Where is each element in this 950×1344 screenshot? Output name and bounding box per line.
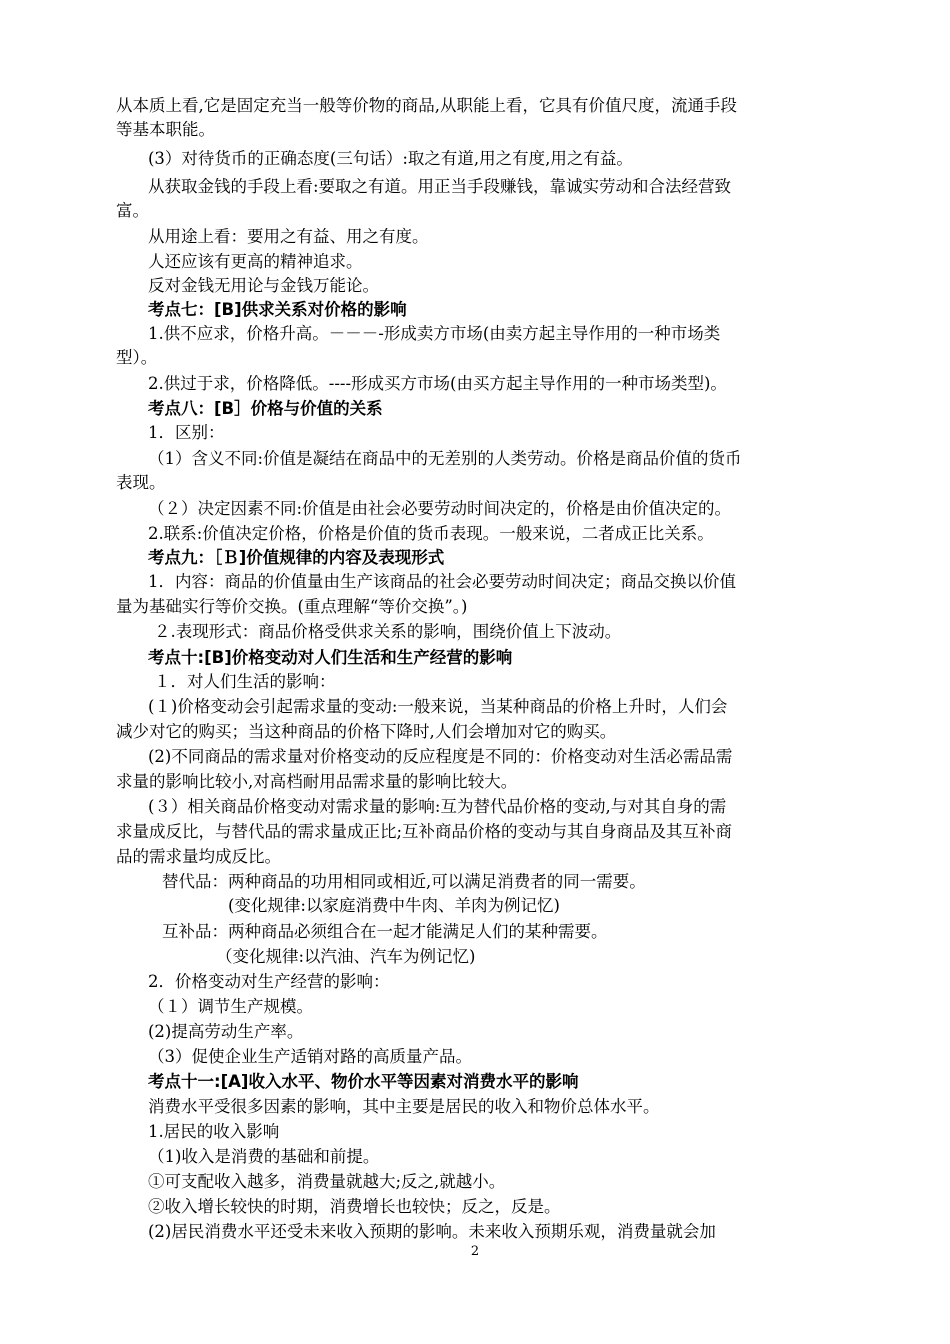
section-heading: 考点十:[B]价格变动对人们生活和生产经营的影响: [148, 648, 513, 667]
text-line: 消费水平受很多因素的影响，其中主要是居民的收入和物价总体水平。: [148, 1097, 660, 1116]
text-line: 1．内容：商品的价值量由生产该商品的社会必要劳动时间决定；商品交换以价值: [148, 572, 736, 591]
text-line: （3）促使企业生产适销对路的高质量产品。: [148, 1047, 472, 1066]
text-line: 从本质上看,它是固定充当一般等价物的商品,从职能上看，它具有价值尺度，流通手段: [116, 96, 737, 115]
text-line: (2)居民消费水平还受未来收入预期的影响。未来收入预期乐观，消费量就会加: [148, 1222, 716, 1241]
text-line: 1.居民的收入影响: [148, 1122, 280, 1141]
text-line: (2)不同商品的需求量对价格变动的反应程度是不同的：价格变动对生活必需品需: [148, 747, 733, 766]
text-line: 量为基础实行等价交换。(重点理解“等价交换”。): [116, 597, 468, 616]
section-heading: 考点八：[B］价格与价值的关系: [148, 399, 383, 418]
text-line: （变化规律:以汽油、汽车为例记忆): [216, 947, 476, 966]
text-line: 人还应该有更高的精神追求。: [148, 252, 363, 271]
text-line: 富。: [116, 201, 149, 220]
text-line: 反对金钱无用论与金钱万能论。: [148, 276, 379, 295]
text-line: 求量成反比，与替代品的需求量成正比;互补商品价格的变动与其自身商品及其互补商: [116, 822, 733, 841]
text-line: 2.联系:价值决定价格，价格是价值的货币表现。一般来说，二者成正比关系。: [148, 524, 714, 543]
text-line: 从获取金钱的手段上看:要取之有道。用正当手段赚钱，靠诚实劳动和合法经营致: [148, 177, 732, 196]
text-line: １．对人们生活的影响：: [154, 672, 336, 691]
text-line: 替代品：两种商品的功用相同或相近,可以满足消费者的同一需要。: [162, 872, 646, 891]
section-heading: 考点九：［Ｂ]价值规律的内容及表现形式: [148, 548, 445, 567]
text-line: 求量的影响比较小,对高档耐用品需求量的影响比较大。: [116, 772, 518, 791]
page-number: 2: [470, 1244, 480, 1259]
text-line: 等基本职能。: [116, 120, 215, 139]
text-line: (３）相关商品价格变动对需求量的影响:互为替代品价格的变动,与对其自身的需: [148, 797, 727, 816]
text-line: (变化规律:以家庭消费中牛肉、羊肉为例记忆): [228, 896, 560, 915]
text-line: 1．区别：: [148, 423, 225, 442]
text-line: 2．价格变动对生产经营的影响：: [148, 972, 390, 991]
text-line: ①可支配收入越多，消费量就越大;反之,就越小。: [148, 1172, 506, 1191]
text-line: 2.供过于求，价格降低。----形成买方市场(由买方起主导作用的一种市场类型)。: [148, 374, 727, 393]
text-line: (2)提高劳动生产率。: [148, 1022, 304, 1041]
text-line: (１)价格变动会引起需求量的变动:一般来说，当某种商品的价格上升时，人们会: [148, 697, 728, 716]
text-line: 从用途上看：要用之有益、用之有度。: [148, 227, 429, 246]
text-line: 1.供不应求，价格升高。－－－-形成卖方市场(由卖方起主导作用的一种市场类: [148, 324, 721, 343]
section-heading: 考点十一:[A]收入水平、物价水平等因素对消费水平的影响: [148, 1072, 579, 1091]
text-line: 型）。: [116, 348, 158, 367]
section-heading: 考点七：[B]供求关系对价格的影响: [148, 300, 407, 319]
text-line: 表现。: [116, 473, 166, 492]
text-line: 互补品：两种商品必须组合在一起才能满足人们的某种需要。: [162, 922, 608, 941]
text-line: （1)收入是消费的基础和前提。: [148, 1147, 380, 1166]
text-line: (3）对待货币的正确态度(三句话）:取之有道,用之有度,用之有益。: [148, 149, 633, 168]
text-line: 品的需求量均成反比。: [116, 847, 281, 866]
text-line: （２）决定因素不同:价值是由社会必要劳动时间决定的，价格是由价值决定的。: [148, 499, 732, 518]
text-line: （1）含义不同:价值是凝结在商品中的无差别的人类劳动。价格是商品价值的货币: [148, 449, 742, 468]
text-line: 减少对它的购买；当这种商品的价格下降时,人们会增加对它的购买。: [116, 722, 617, 741]
text-line: （１）调节生产规模。: [148, 997, 313, 1016]
text-line: ②收入增长较快的时期，消费增长也较快；反之，反是。: [148, 1197, 561, 1216]
text-line: ２.表现形式：商品价格受供求关系的影响，围绕价值上下波动。: [154, 622, 622, 641]
